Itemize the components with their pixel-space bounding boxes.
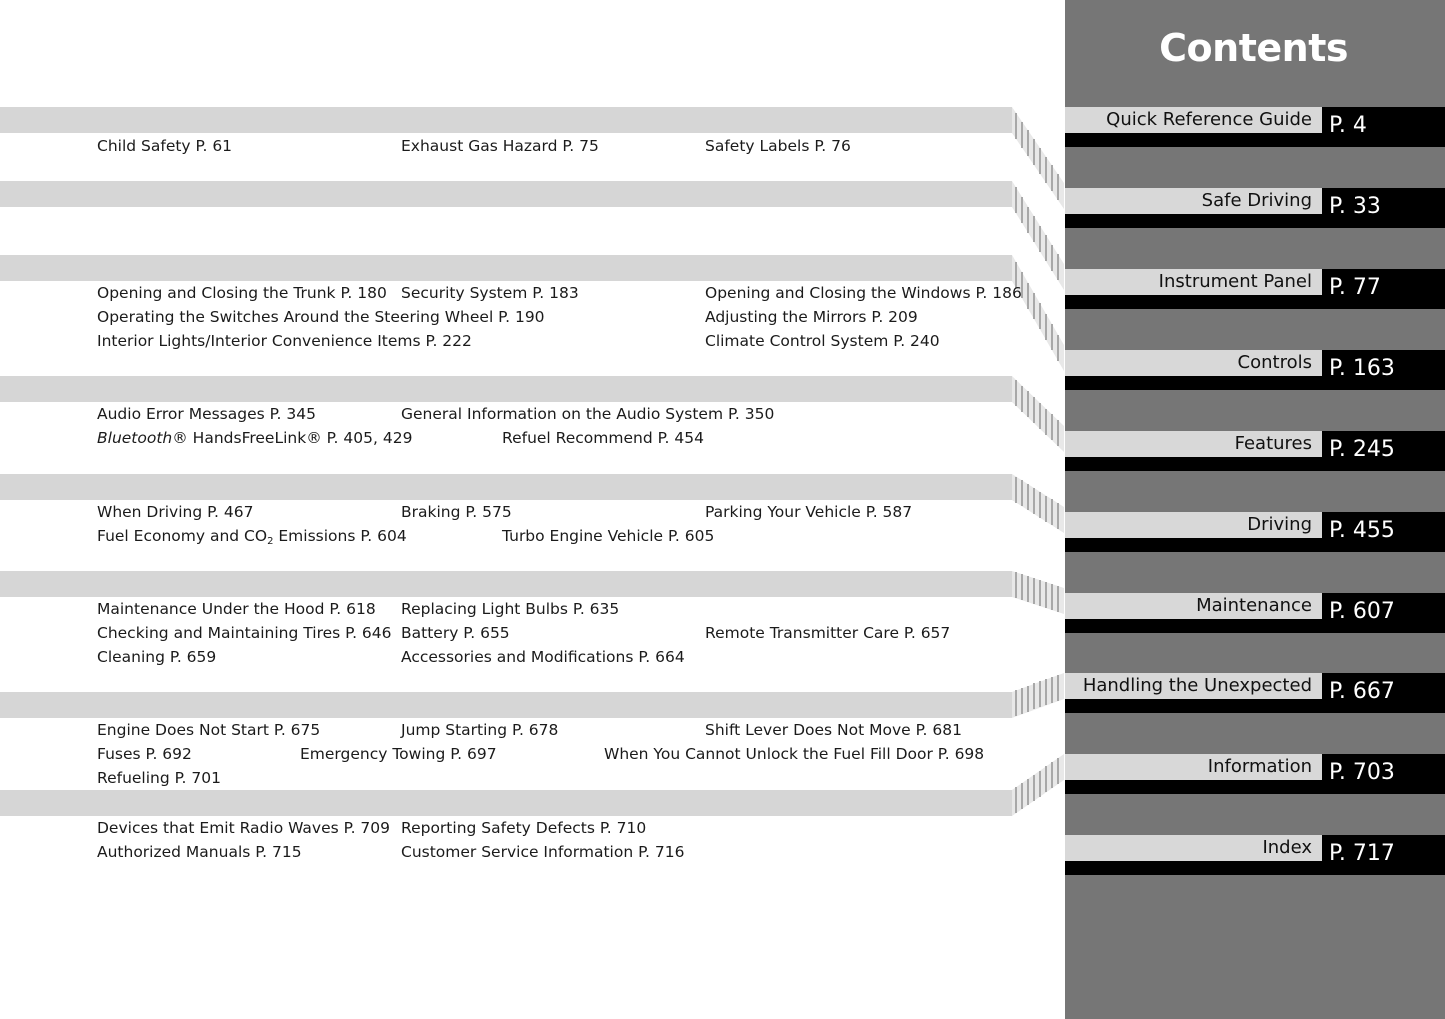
tab-page-number: P. 33 (1322, 188, 1445, 228)
entry-jump-starting[interactable]: Jump Starting P. 678 (401, 721, 559, 739)
entry-bluetooth-handsfreelink[interactable] (97, 428, 412, 448)
tab-page-number: P. 4 (1322, 107, 1445, 147)
tab-maintenance[interactable] (1065, 593, 1445, 633)
page-title: Contents (1159, 26, 1348, 70)
tab-page-number: P. 245 (1322, 431, 1445, 471)
tab-label: Features (1065, 431, 1322, 457)
section-connector (1012, 673, 1064, 718)
section-band-features (0, 376, 1012, 402)
tab-instrument-panel[interactable] (1065, 269, 1445, 309)
entry-parking[interactable]: Parking Your Vehicle P. 587 (705, 503, 913, 521)
fuel-economy-label: Fuel Economy and CO (97, 527, 268, 545)
entry-tires[interactable]: Checking and Maintaining Tires P. 646 (97, 624, 392, 642)
entry-customer-service[interactable]: Customer Service Information P. 716 (401, 843, 685, 861)
entry-audio-general-info[interactable]: General Information on the Audio System P. 350 (401, 405, 775, 423)
entry-engine-not-start[interactable]: Engine Does Not Start P. 675 (97, 721, 321, 739)
section-connector (1012, 754, 1064, 816)
tab-controls[interactable] (1065, 350, 1445, 390)
tab-underline (1065, 699, 1322, 713)
entry-audio-error-messages[interactable]: Audio Error Messages P. 345 (97, 405, 316, 423)
entry-turbo-engine[interactable]: Turbo Engine Vehicle P. 605 (502, 527, 715, 545)
tab-label: Handling the Unexpected (1065, 673, 1322, 699)
entry-light-bulbs[interactable]: Replacing Light Bulbs P. 635 (401, 600, 620, 618)
entry-cleaning[interactable]: Cleaning P. 659 (97, 648, 217, 666)
co2-subscript: 2 (267, 536, 274, 547)
section-band-safe-driving (0, 107, 1012, 133)
tab-label: Index (1065, 835, 1322, 861)
tab-information[interactable] (1065, 754, 1445, 794)
section-connector (1012, 376, 1064, 452)
section-band-handling-unexpected (0, 692, 1012, 718)
tab-safe-driving[interactable] (1065, 188, 1445, 228)
bluetooth-label: Bluetooth (97, 429, 173, 447)
entry-interior-lights[interactable]: Interior Lights/Interior Convenience Items P. 222 (97, 332, 472, 350)
tab-page-number: P. 703 (1322, 754, 1445, 794)
entry-trunk[interactable]: Opening and Closing the Trunk P. 180 (97, 284, 387, 302)
tab-underline (1065, 376, 1322, 390)
entry-refuel-recommend[interactable]: Refuel Recommend P. 454 (502, 429, 704, 447)
section-connector (1012, 255, 1064, 371)
section-connector (1012, 474, 1064, 533)
entry-remote-transmitter[interactable]: Remote Transmitter Care P. 657 (705, 624, 951, 642)
tab-page-number: P. 667 (1322, 673, 1445, 713)
section-band-information (0, 790, 1012, 816)
entry-refueling[interactable]: Refueling P. 701 (97, 769, 221, 787)
entry-emergency-towing[interactable]: Emergency Towing P. 697 (300, 745, 497, 763)
entry-safety-labels[interactable]: Safety Labels P. 76 (705, 137, 851, 155)
section-connector (1012, 571, 1064, 614)
tab-features[interactable] (1065, 431, 1445, 471)
entry-under-hood[interactable]: Maintenance Under the Hood P. 618 (97, 600, 376, 618)
tab-underline (1065, 780, 1322, 794)
entry-accessories[interactable]: Accessories and Modifications P. 664 (401, 648, 685, 666)
entry-when-driving[interactable]: When Driving P. 467 (97, 503, 254, 521)
entry-authorized-manuals[interactable]: Authorized Manuals P. 715 (97, 843, 302, 861)
tab-label: Information (1065, 754, 1322, 780)
tab-underline (1065, 619, 1322, 633)
section-band-controls (0, 255, 1012, 281)
tab-quick-reference-guide[interactable] (1065, 107, 1445, 147)
entry-battery[interactable]: Battery P. 655 (401, 624, 510, 642)
entry-child-safety[interactable]: Child Safety P. 61 (97, 137, 233, 155)
tab-underline (1065, 295, 1322, 309)
section-band-driving (0, 474, 1012, 500)
entry-fuses[interactable]: Fuses P. 692 (97, 745, 192, 763)
section-band-maintenance (0, 571, 1012, 597)
handsfreelink-label: ® HandsFreeLink® P. 405, 429 (172, 429, 413, 447)
entry-fuel-economy[interactable] (97, 526, 407, 546)
tab-label: Maintenance (1065, 593, 1322, 619)
emissions-label: Emissions P. 604 (273, 527, 407, 545)
tab-page-number: P. 607 (1322, 593, 1445, 633)
entry-steering-switches[interactable]: Operating the Switches Around the Steering Wheel P. 190 (97, 308, 545, 326)
tab-page-number: P. 163 (1322, 350, 1445, 390)
tab-underline (1065, 457, 1322, 471)
section-band-instrument-panel (0, 181, 1012, 207)
tab-underline (1065, 538, 1322, 552)
tab-index[interactable] (1065, 835, 1445, 875)
entry-security-system[interactable]: Security System P. 183 (401, 284, 579, 302)
tab-label: Instrument Panel (1065, 269, 1322, 295)
entry-shift-lever[interactable]: Shift Lever Does Not Move P. 681 (705, 721, 962, 739)
entry-safety-defects[interactable]: Reporting Safety Defects P. 710 (401, 819, 647, 837)
tab-underline (1065, 214, 1322, 228)
tab-underline (1065, 861, 1322, 875)
tab-label: Safe Driving (1065, 188, 1322, 214)
entry-radio-waves[interactable]: Devices that Emit Radio Waves P. 709 (97, 819, 391, 837)
entry-windows[interactable]: Opening and Closing the Windows P. 186 (705, 284, 1022, 302)
entry-mirrors[interactable]: Adjusting the Mirrors P. 209 (705, 308, 918, 326)
tab-label: Quick Reference Guide (1065, 107, 1322, 133)
tab-page-number: P. 455 (1322, 512, 1445, 552)
entry-fuel-fill-door[interactable]: When You Cannot Unlock the Fuel Fill Door P. 698 (604, 745, 985, 763)
tab-page-number: P. 717 (1322, 835, 1445, 875)
section-sidebar (1065, 0, 1445, 1019)
tab-page-number: P. 77 (1322, 269, 1445, 309)
tab-label: Controls (1065, 350, 1322, 376)
tab-handling-the-unexpected[interactable] (1065, 673, 1445, 713)
tab-label: Driving (1065, 512, 1322, 538)
entry-climate-control[interactable]: Climate Control System P. 240 (705, 332, 940, 350)
tab-driving[interactable] (1065, 512, 1445, 552)
entry-braking[interactable]: Braking P. 575 (401, 503, 512, 521)
entry-exhaust-gas-hazard[interactable]: Exhaust Gas Hazard P. 75 (401, 137, 599, 155)
tab-underline (1065, 133, 1322, 147)
